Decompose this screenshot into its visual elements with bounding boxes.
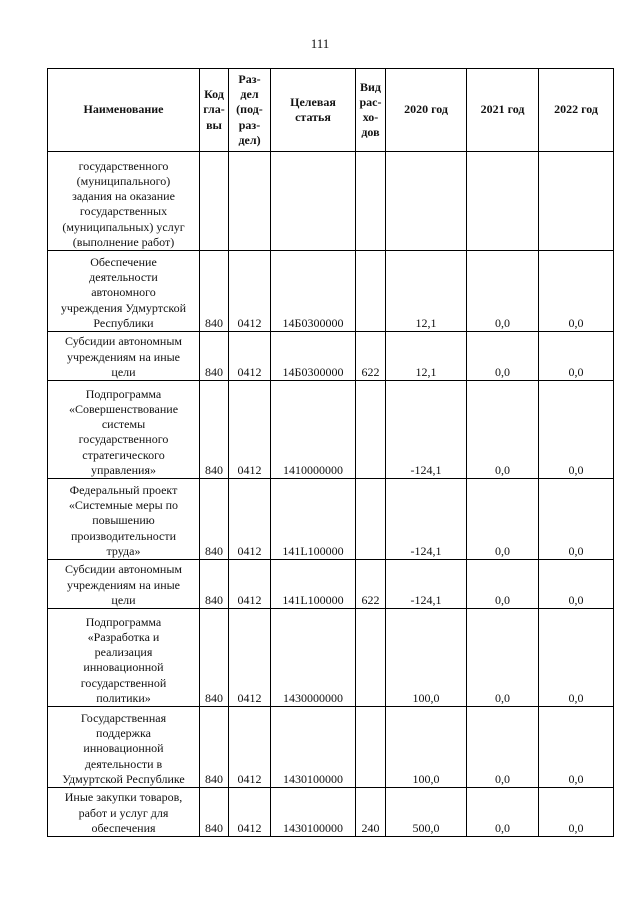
cell-statya: 141L100000 [271, 560, 356, 609]
cell-razdel [229, 152, 271, 251]
cell-2021: 0,0 [467, 479, 539, 560]
cell-statya: 1410000000 [271, 381, 356, 479]
cell-statya: 141L100000 [271, 479, 356, 560]
cell-razdel: 0412 [229, 332, 271, 381]
cell-2021: 0,0 [467, 332, 539, 381]
cell-kod [200, 152, 229, 251]
cell-vid [356, 381, 386, 479]
cell-razdel: 0412 [229, 788, 271, 837]
page-number: 111 [310, 36, 330, 51]
cell-vid [356, 609, 386, 707]
header-tselevaya-statya: Целевая статья [271, 69, 356, 152]
table-row [48, 788, 614, 837]
header-name: Наименование [48, 69, 200, 152]
table-row [48, 332, 614, 381]
cell-name: Субсидии автономным учреждениям на иные цели [48, 560, 200, 609]
cell-name: Обеспечение деятельности автономного учреждения Удмуртской Республики [48, 251, 200, 332]
table-row [48, 479, 614, 560]
header-2020: 2020 год [386, 69, 467, 152]
cell-2022: 0,0 [539, 332, 614, 381]
cell-vid: 240 [356, 788, 386, 837]
cell-2020: 12,1 [386, 332, 467, 381]
cell-statya [271, 152, 356, 251]
cell-kod: 840 [200, 707, 229, 788]
table-row [48, 560, 614, 609]
header-2021: 2021 год [467, 69, 539, 152]
cell-razdel: 0412 [229, 609, 271, 707]
cell-name: Субсидии автономным учреждениям на иные цели [48, 332, 200, 381]
cell-2022: 0,0 [539, 707, 614, 788]
cell-kod: 840 [200, 560, 229, 609]
header-row [48, 69, 614, 152]
cell-2022: 0,0 [539, 479, 614, 560]
cell-2021: 0,0 [467, 788, 539, 837]
table-row [48, 609, 614, 707]
cell-2020: 100,0 [386, 707, 467, 788]
cell-kod: 840 [200, 332, 229, 381]
cell-name: Государственная поддержка инновационной деятельности в Удмуртской Республике [48, 707, 200, 788]
cell-kod: 840 [200, 609, 229, 707]
header-2022: 2022 год [539, 69, 614, 152]
cell-2020: -124,1 [386, 381, 467, 479]
cell-razdel: 0412 [229, 707, 271, 788]
cell-vid [356, 707, 386, 788]
cell-2021: 0,0 [467, 251, 539, 332]
cell-kod: 840 [200, 788, 229, 837]
cell-name: государственного (муниципального) задания на оказание государственных (муниципальных) услуг (выполнение работ) [48, 152, 200, 251]
cell-vid [356, 251, 386, 332]
cell-2022: 0,0 [539, 788, 614, 837]
cell-name: Подпрограмма «Разработка и реализация инновационной государственной политики» [48, 609, 200, 707]
table-row [48, 251, 614, 332]
table-row [48, 707, 614, 788]
cell-2021 [467, 152, 539, 251]
cell-razdel: 0412 [229, 251, 271, 332]
cell-statya: 1430100000 [271, 788, 356, 837]
cell-vid: 622 [356, 560, 386, 609]
cell-2020: 12,1 [386, 251, 467, 332]
cell-2020: 500,0 [386, 788, 467, 837]
cell-kod: 840 [200, 251, 229, 332]
cell-2020: -124,1 [386, 560, 467, 609]
cell-vid [356, 479, 386, 560]
cell-2021: 0,0 [467, 560, 539, 609]
cell-2021: 0,0 [467, 707, 539, 788]
cell-2021: 0,0 [467, 609, 539, 707]
header-vid-raskhodov: Вид рас- хо- дов [356, 69, 386, 152]
header-razdel: Раз- дел (под- раз- дел) [229, 69, 271, 152]
cell-kod: 840 [200, 479, 229, 560]
cell-statya: 1430100000 [271, 707, 356, 788]
cell-2022: 0,0 [539, 560, 614, 609]
cell-razdel: 0412 [229, 479, 271, 560]
table-row [48, 152, 614, 251]
cell-statya: 1430000000 [271, 609, 356, 707]
cell-razdel: 0412 [229, 560, 271, 609]
cell-vid [356, 152, 386, 251]
cell-2022 [539, 152, 614, 251]
cell-2021: 0,0 [467, 381, 539, 479]
table-row [48, 381, 614, 479]
cell-kod: 840 [200, 381, 229, 479]
cell-2022: 0,0 [539, 251, 614, 332]
header-kod-glavy: Код гла- вы [200, 69, 229, 152]
cell-2020: -124,1 [386, 479, 467, 560]
cell-2022: 0,0 [539, 381, 614, 479]
cell-vid: 622 [356, 332, 386, 381]
cell-razdel: 0412 [229, 381, 271, 479]
cell-name: Иные закупки товаров, работ и услуг для обеспечения [48, 788, 200, 837]
cell-2022: 0,0 [539, 609, 614, 707]
cell-name: Подпрограмма «Совершенствование системы государственного стратегического управления» [48, 381, 200, 479]
cell-2020: 100,0 [386, 609, 467, 707]
cell-name: Федеральный проект «Системные меры по повышению производительности труда» [48, 479, 200, 560]
cell-statya: 14Б0300000 [271, 332, 356, 381]
cell-2020 [386, 152, 467, 251]
cell-statya: 14Б0300000 [271, 251, 356, 332]
budget-table [47, 68, 614, 837]
